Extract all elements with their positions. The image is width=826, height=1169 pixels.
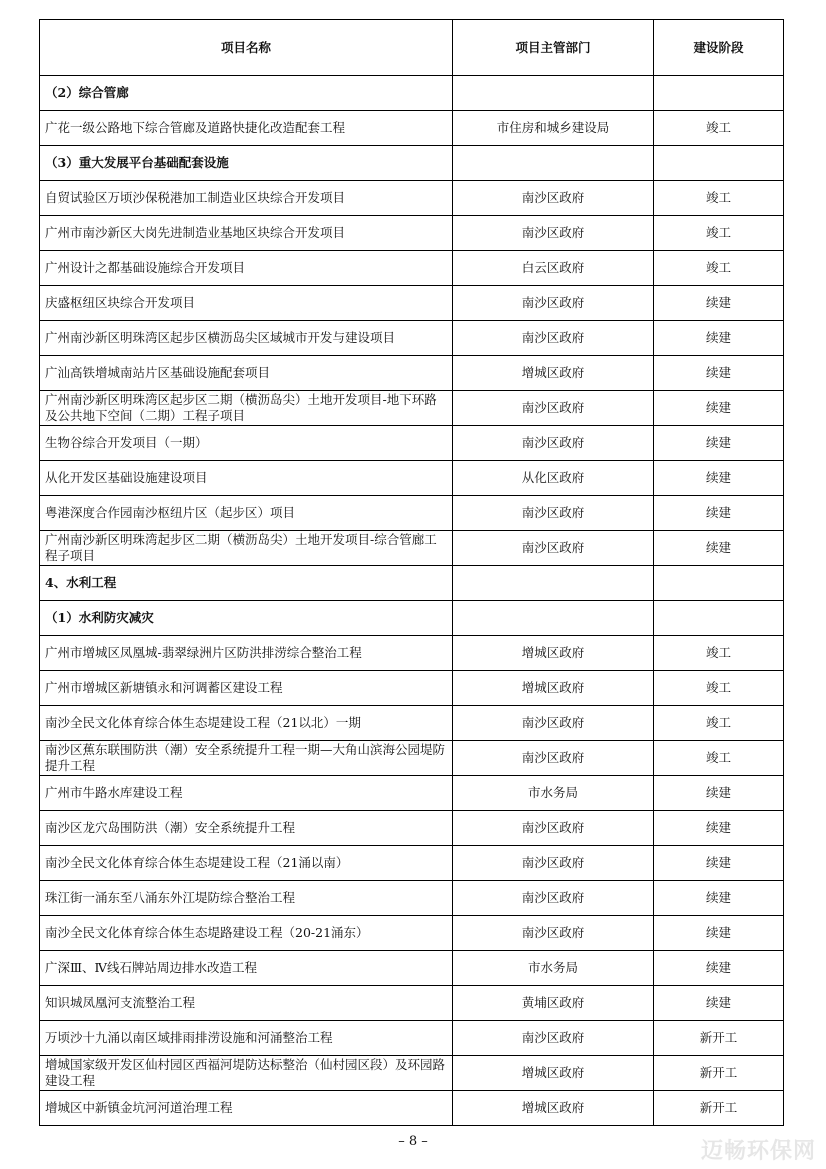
department-cell: 南沙区政府 bbox=[453, 391, 654, 426]
department-cell: 南沙区政府 bbox=[453, 881, 654, 916]
section-row bbox=[40, 76, 784, 111]
stage-cell: 竣工 bbox=[654, 741, 784, 776]
header-project-name: 项目名称 bbox=[40, 20, 453, 76]
table-row bbox=[40, 496, 784, 531]
stage-cell: 续建 bbox=[654, 426, 784, 461]
department-cell: 南沙区政府 bbox=[453, 741, 654, 776]
table-row bbox=[40, 1056, 784, 1091]
section-row bbox=[40, 601, 784, 636]
table-body bbox=[40, 76, 784, 1126]
stage-cell: 续建 bbox=[654, 881, 784, 916]
section-title: （3）重大发展平台基础配套设施 bbox=[40, 146, 453, 181]
stage-cell: 竣工 bbox=[654, 671, 784, 706]
stage-cell: 新开工 bbox=[654, 1056, 784, 1091]
project-name-cell: 庆盛枢纽区块综合开发项目 bbox=[40, 286, 453, 321]
project-name-cell: 从化开发区基础设施建设项目 bbox=[40, 461, 453, 496]
header-department: 项目主管部门 bbox=[453, 20, 654, 76]
table-row bbox=[40, 461, 784, 496]
department-cell: 市住房和城乡建设局 bbox=[453, 111, 654, 146]
project-name-cell: 珠江街一涌东至八涌东外江堤防综合整治工程 bbox=[40, 881, 453, 916]
section-title: （2）综合管廊 bbox=[40, 76, 453, 111]
stage-cell: 续建 bbox=[654, 356, 784, 391]
section-row bbox=[40, 146, 784, 181]
department-cell: 南沙区政府 bbox=[453, 1021, 654, 1056]
department-cell: 南沙区政府 bbox=[453, 846, 654, 881]
table-row bbox=[40, 531, 784, 566]
stage-cell: 新开工 bbox=[654, 1091, 784, 1126]
table-row bbox=[40, 776, 784, 811]
stage-cell: 续建 bbox=[654, 986, 784, 1021]
table-row bbox=[40, 181, 784, 216]
project-name-cell: 广州市牛路水库建设工程 bbox=[40, 776, 453, 811]
table-row bbox=[40, 251, 784, 286]
empty-cell bbox=[453, 566, 654, 601]
project-name-cell: 广汕高铁增城南站片区基础设施配套项目 bbox=[40, 356, 453, 391]
table-header-row bbox=[40, 20, 784, 76]
table-row bbox=[40, 706, 784, 741]
department-cell: 增城区政府 bbox=[453, 1056, 654, 1091]
project-name-cell: 南沙全民文化体育综合体生态堤建设工程（21以北）一期 bbox=[40, 706, 453, 741]
project-name-cell: 知识城凤凰河支流整治工程 bbox=[40, 986, 453, 1021]
project-name-cell: 南沙全民文化体育综合体生态堤建设工程（21涌以南） bbox=[40, 846, 453, 881]
department-cell: 南沙区政府 bbox=[453, 706, 654, 741]
stage-cell: 新开工 bbox=[654, 1021, 784, 1056]
table-row bbox=[40, 916, 784, 951]
section-title: 4、水利工程 bbox=[40, 566, 453, 601]
stage-cell: 竣工 bbox=[654, 706, 784, 741]
stage-cell: 续建 bbox=[654, 811, 784, 846]
stage-cell: 续建 bbox=[654, 531, 784, 566]
project-table bbox=[39, 19, 784, 1126]
empty-cell bbox=[453, 76, 654, 111]
department-cell: 南沙区政府 bbox=[453, 531, 654, 566]
table-row bbox=[40, 881, 784, 916]
stage-cell: 竣工 bbox=[654, 636, 784, 671]
section-row bbox=[40, 566, 784, 601]
table-row bbox=[40, 636, 784, 671]
table-row bbox=[40, 671, 784, 706]
stage-cell: 续建 bbox=[654, 951, 784, 986]
project-name-cell: 广州市增城区新塘镇永和河调蓄区建设工程 bbox=[40, 671, 453, 706]
department-cell: 从化区政府 bbox=[453, 461, 654, 496]
empty-cell bbox=[654, 76, 784, 111]
department-cell: 市水务局 bbox=[453, 951, 654, 986]
department-cell: 南沙区政府 bbox=[453, 321, 654, 356]
stage-cell: 续建 bbox=[654, 286, 784, 321]
table-row bbox=[40, 811, 784, 846]
department-cell: 南沙区政府 bbox=[453, 916, 654, 951]
empty-cell bbox=[654, 146, 784, 181]
empty-cell bbox=[453, 601, 654, 636]
department-cell: 黄埔区政府 bbox=[453, 986, 654, 1021]
table-row bbox=[40, 846, 784, 881]
stage-cell: 续建 bbox=[654, 846, 784, 881]
table-row bbox=[40, 356, 784, 391]
stage-cell: 竣工 bbox=[654, 216, 784, 251]
project-name-cell: 南沙全民文化体育综合体生态堤路建设工程（20-21涌东） bbox=[40, 916, 453, 951]
project-name-cell: 增城国家级开发区仙村园区西福河堤防达标整治（仙村园区段）及环园路建设工程 bbox=[40, 1056, 453, 1091]
table-row bbox=[40, 426, 784, 461]
table-row bbox=[40, 1091, 784, 1126]
stage-cell: 续建 bbox=[654, 461, 784, 496]
table-row bbox=[40, 741, 784, 776]
department-cell: 南沙区政府 bbox=[453, 181, 654, 216]
table-row bbox=[40, 216, 784, 251]
project-name-cell: 南沙区龙穴岛围防洪（潮）安全系统提升工程 bbox=[40, 811, 453, 846]
stage-cell: 竣工 bbox=[654, 181, 784, 216]
project-name-cell: 万顷沙十九涌以南区域排雨排涝设施和河涌整治工程 bbox=[40, 1021, 453, 1056]
department-cell: 增城区政府 bbox=[453, 671, 654, 706]
project-name-cell: 自贸试验区万顷沙保税港加工制造业区块综合开发项目 bbox=[40, 181, 453, 216]
project-name-cell: 广州设计之都基础设施综合开发项目 bbox=[40, 251, 453, 286]
project-name-cell: 生物谷综合开发项目（一期） bbox=[40, 426, 453, 461]
stage-cell: 续建 bbox=[654, 391, 784, 426]
empty-cell bbox=[654, 566, 784, 601]
stage-cell: 续建 bbox=[654, 496, 784, 531]
table-row bbox=[40, 1021, 784, 1056]
project-name-cell: 粤港深度合作园南沙枢纽片区（起步区）项目 bbox=[40, 496, 453, 531]
department-cell: 南沙区政府 bbox=[453, 216, 654, 251]
empty-cell bbox=[453, 146, 654, 181]
project-name-cell: 广州市增城区凤凰城-翡翠绿洲片区防洪排涝综合整治工程 bbox=[40, 636, 453, 671]
page-number: – 8 – bbox=[398, 1134, 428, 1149]
table-row bbox=[40, 111, 784, 146]
department-cell: 增城区政府 bbox=[453, 636, 654, 671]
project-name-cell: 广花一级公路地下综合管廊及道路快捷化改造配套工程 bbox=[40, 111, 453, 146]
department-cell: 增城区政府 bbox=[453, 356, 654, 391]
department-cell: 市水务局 bbox=[453, 776, 654, 811]
stage-cell: 续建 bbox=[654, 776, 784, 811]
department-cell: 南沙区政府 bbox=[453, 426, 654, 461]
table-row bbox=[40, 951, 784, 986]
table-row bbox=[40, 321, 784, 356]
stage-cell: 竣工 bbox=[654, 111, 784, 146]
project-name-cell: 广州南沙新区明珠湾起步区二期（横沥岛尖）土地开发项目-综合管廊工程子项目 bbox=[40, 531, 453, 566]
table-row bbox=[40, 391, 784, 426]
project-name-cell: 广州南沙新区明珠湾区起步区横沥岛尖区域城市开发与建设项目 bbox=[40, 321, 453, 356]
stage-cell: 续建 bbox=[654, 321, 784, 356]
table-row bbox=[40, 286, 784, 321]
header-stage: 建设阶段 bbox=[654, 20, 784, 76]
stage-cell: 竣工 bbox=[654, 251, 784, 286]
project-name-cell: 广深Ⅲ、Ⅳ线石牌站周边排水改造工程 bbox=[40, 951, 453, 986]
department-cell: 南沙区政府 bbox=[453, 496, 654, 531]
project-name-cell: 增城区中新镇金坑河河道治理工程 bbox=[40, 1091, 453, 1126]
department-cell: 增城区政府 bbox=[453, 1091, 654, 1126]
department-cell: 白云区政府 bbox=[453, 251, 654, 286]
project-name-cell: 南沙区蕉东联围防洪（潮）安全系统提升工程一期—大角山滨海公园堤防提升工程 bbox=[40, 741, 453, 776]
empty-cell bbox=[654, 601, 784, 636]
project-name-cell: 广州市南沙新区大岗先进制造业基地区块综合开发项目 bbox=[40, 216, 453, 251]
department-cell: 南沙区政府 bbox=[453, 286, 654, 321]
department-cell: 南沙区政府 bbox=[453, 811, 654, 846]
project-name-cell: 广州南沙新区明珠湾区起步区二期（横沥岛尖）土地开发项目-地下环路及公共地下空间（二期）工程子项目 bbox=[40, 391, 453, 426]
section-title: （1）水利防灾减灾 bbox=[40, 601, 453, 636]
table-row bbox=[40, 986, 784, 1021]
stage-cell: 续建 bbox=[654, 916, 784, 951]
watermark-logo: 迈畅环保网 bbox=[700, 1139, 816, 1164]
